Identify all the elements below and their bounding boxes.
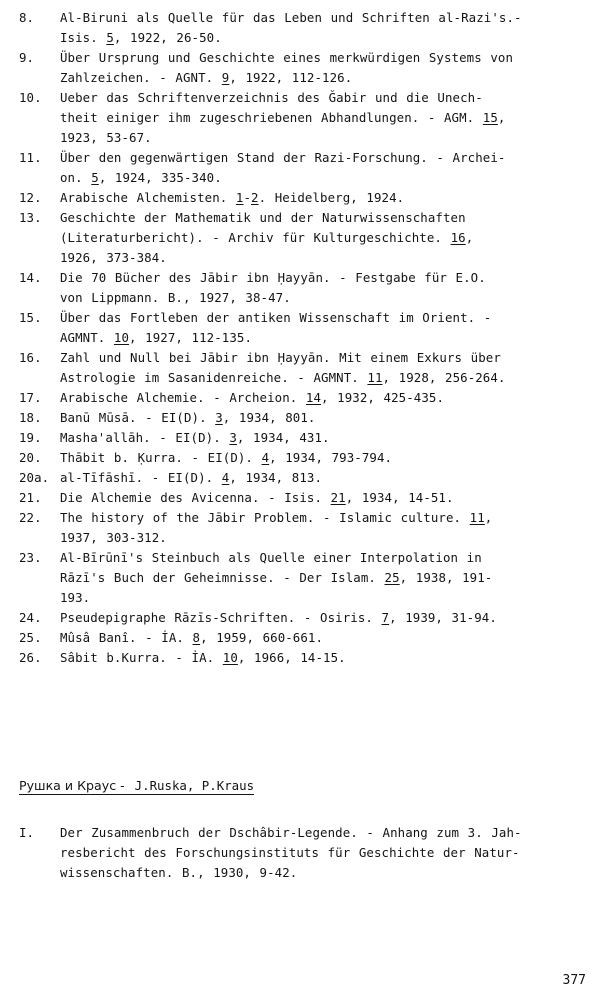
entry-text-segment: wissenschaften. B., 1930, 9-42. bbox=[60, 865, 298, 880]
entry-line bbox=[60, 88, 594, 108]
bibliography-entry bbox=[19, 488, 594, 508]
volume-number: 5 bbox=[106, 30, 114, 45]
entry-text-segment: Sâbit b.Kurra. - İA. bbox=[60, 650, 223, 665]
entry-line bbox=[60, 68, 594, 88]
entry-text bbox=[60, 348, 594, 388]
authors-heading-russian: Рушка и Краус - bbox=[19, 778, 125, 793]
volume-number: 21 bbox=[330, 490, 346, 505]
bibliography-entry bbox=[19, 628, 594, 648]
entry-line bbox=[60, 188, 594, 208]
volume-number: 1 bbox=[235, 190, 244, 205]
entry-text-segment: Die 70 Bücher des Jābir ibn Ḥayyān. - Festgabe für E.O. bbox=[60, 270, 486, 285]
entry-text bbox=[60, 48, 594, 88]
entry-text-segment: , 1922, 112-126. bbox=[229, 70, 353, 85]
entry-text-segment: Rāzī's Buch der Geheimnisse. - Der Islam. bbox=[60, 570, 385, 585]
bibliography-entry bbox=[19, 88, 594, 148]
entry-line bbox=[60, 863, 594, 883]
bibliography-entry bbox=[19, 468, 594, 488]
entry-line bbox=[60, 548, 594, 568]
bibliography-list-coauthors bbox=[19, 823, 594, 883]
volume-number: 11 bbox=[469, 510, 485, 525]
volume-number: 10 bbox=[222, 650, 238, 665]
entry-text-segment: , bbox=[484, 510, 493, 525]
entry-text bbox=[60, 628, 594, 648]
entry-text-segment: Über das Fortleben der antiken Wissenschaft im Orient. - bbox=[60, 310, 492, 325]
entry-line bbox=[60, 268, 594, 288]
entry-text-segment: . Heidelberg, 1924. bbox=[258, 190, 405, 205]
entry-number: 12. bbox=[19, 190, 42, 205]
volume-number: 7 bbox=[381, 610, 390, 625]
bibliography-list bbox=[19, 8, 594, 668]
entry-text-segment: Zahl und Null bei Jābir ibn Ḥayyān. Mit einem Exkurs über bbox=[60, 350, 501, 365]
entry-text bbox=[60, 268, 594, 308]
entry-line bbox=[60, 208, 594, 228]
bibliography-entry bbox=[19, 823, 594, 883]
entry-text bbox=[60, 148, 594, 188]
entry-text-segment: The history of the Jābir Problem. - Islamic culture. bbox=[60, 510, 470, 525]
entry-text bbox=[60, 408, 594, 428]
entry-text bbox=[60, 388, 594, 408]
entry-text bbox=[60, 648, 594, 668]
entry-number: 10. bbox=[19, 90, 42, 105]
entry-text bbox=[60, 208, 594, 268]
entry-line bbox=[60, 228, 594, 248]
entry-number: 20. bbox=[19, 450, 42, 465]
volume-number: 5 bbox=[91, 170, 99, 185]
bibliography-entry bbox=[19, 268, 594, 308]
entry-text-segment: resbericht des Forschungsinstituts für Geschichte der Natur- bbox=[60, 845, 520, 860]
entry-text-segment: , bbox=[465, 230, 474, 245]
entry-text-segment: , 1932, 425-435. bbox=[321, 390, 445, 405]
entry-text-segment: AGMNT. bbox=[60, 330, 114, 345]
bibliography-entry bbox=[19, 388, 594, 408]
entry-number: I. bbox=[19, 825, 35, 840]
volume-number: 25 bbox=[384, 570, 400, 585]
entry-text-segment: , 1934, 801. bbox=[222, 410, 316, 425]
entry-text-segment: Mûsâ Banî. - İA. bbox=[60, 630, 193, 645]
entry-line bbox=[60, 448, 594, 468]
entry-line bbox=[60, 8, 594, 28]
entry-number: 11. bbox=[19, 150, 42, 165]
entry-line bbox=[60, 843, 594, 863]
entry-text bbox=[60, 468, 594, 488]
heading-underline bbox=[19, 794, 254, 795]
volume-number: 16 bbox=[450, 230, 466, 245]
authors-heading bbox=[19, 776, 254, 796]
entry-text-segment: , 1922, 26-50. bbox=[113, 30, 222, 45]
entry-text-segment: Pseudepigraphe Rāzīs-Schriften. - Osiris. bbox=[60, 610, 382, 625]
entry-line bbox=[60, 288, 594, 308]
entry-text-segment: Die Alchemie des Avicenna. - Isis. bbox=[60, 490, 331, 505]
entry-number: 23. bbox=[19, 550, 42, 565]
entry-text-segment: Isis. bbox=[60, 30, 107, 45]
entry-text-segment: Über Ursprung und Geschichte eines merkwürdigen Systems von bbox=[60, 50, 514, 65]
volume-number: 11 bbox=[367, 370, 383, 385]
entry-text-segment: , 1939, 31-94. bbox=[389, 610, 497, 625]
entry-line bbox=[60, 588, 594, 608]
entry-line bbox=[60, 108, 594, 128]
entry-line bbox=[60, 408, 594, 428]
entry-number: 19. bbox=[19, 430, 42, 445]
bibliography-entry bbox=[19, 8, 594, 48]
entry-line bbox=[60, 608, 594, 628]
entry-number: 22. bbox=[19, 510, 42, 525]
bibliography-entry bbox=[19, 648, 594, 668]
entry-text-segment: von Lippmann. B., 1927, 38-47. bbox=[60, 290, 291, 305]
bibliography-entry bbox=[19, 48, 594, 88]
entry-text bbox=[60, 8, 594, 48]
entry-text-segment: , 1927, 112-135. bbox=[129, 330, 253, 345]
bibliography-entry bbox=[19, 608, 594, 628]
entry-text-segment: , 1924, 335-340. bbox=[98, 170, 222, 185]
entry-text-segment: Al-Bīrūnī's Steinbuch als Quelle einer Interpolation in bbox=[60, 550, 482, 565]
entry-line bbox=[60, 368, 594, 388]
bibliography-entry bbox=[19, 508, 594, 548]
entry-text bbox=[60, 308, 594, 348]
entry-text bbox=[60, 508, 594, 548]
volume-number: 4 bbox=[261, 450, 270, 465]
entry-text bbox=[60, 488, 594, 508]
volume-number: 8 bbox=[192, 630, 201, 645]
entry-number: 14. bbox=[19, 270, 42, 285]
entry-text-segment: al-Tīfāshī. - EI(D). bbox=[60, 470, 222, 485]
authors-heading-latin: J.Ruska, P.Kraus bbox=[134, 778, 255, 793]
bibliography-entry bbox=[19, 448, 594, 468]
entry-number: 9. bbox=[19, 50, 35, 65]
entry-text-segment: Al-Biruni als Quelle für das Leben und Schriften al-Razi's.- bbox=[60, 10, 522, 25]
entry-line bbox=[60, 348, 594, 368]
entry-text-segment: , 1966, 14-15. bbox=[237, 650, 346, 665]
bibliography-entry bbox=[19, 348, 594, 388]
entry-number: 20a. bbox=[19, 470, 50, 485]
entry-number: 24. bbox=[19, 610, 42, 625]
entry-text-segment: , 1934, 431. bbox=[236, 430, 330, 445]
page-number: 377 bbox=[562, 973, 586, 988]
entry-line bbox=[60, 488, 594, 508]
entry-text-segment: 1937, 303-312. bbox=[60, 530, 167, 545]
entry-text bbox=[60, 188, 594, 208]
entry-line bbox=[60, 328, 594, 348]
entry-text-segment: 1923, 53-67. bbox=[60, 130, 152, 145]
bibliography-entry bbox=[19, 188, 594, 208]
entry-number: 26. bbox=[19, 650, 42, 665]
entry-number: 13. bbox=[19, 210, 42, 225]
entry-text-segment: Arabische Alchemie. - Archeion. bbox=[60, 390, 306, 405]
entry-line bbox=[60, 128, 594, 148]
entry-text-segment: Masha'allāh. - EI(D). bbox=[60, 430, 230, 445]
entry-line bbox=[60, 568, 594, 588]
entry-text-segment: Zahlzeichen. - AGNT. bbox=[60, 70, 222, 85]
bibliography-entry bbox=[19, 308, 594, 348]
entry-line bbox=[60, 148, 594, 168]
entry-line bbox=[60, 628, 594, 648]
entry-text-segment: Banū Mūsā. - EI(D). bbox=[60, 410, 216, 425]
entry-text-segment: Ueber das Schriftenverzeichnis des Ǧabir und die Unech- bbox=[60, 90, 483, 105]
entry-number: 25. bbox=[19, 630, 42, 645]
entry-text bbox=[60, 88, 594, 148]
bibliography-entry bbox=[19, 208, 594, 268]
entry-line bbox=[60, 388, 594, 408]
volume-number: 14 bbox=[305, 390, 322, 405]
entry-text bbox=[60, 548, 594, 608]
entry-line bbox=[60, 168, 594, 188]
entry-text-segment: , 1934, 793-794. bbox=[269, 450, 393, 465]
entry-text-segment: on. bbox=[60, 170, 92, 185]
entry-text-segment: 193. bbox=[60, 590, 91, 605]
entry-text bbox=[60, 823, 594, 883]
entry-line bbox=[60, 528, 594, 548]
entry-line bbox=[60, 28, 594, 48]
entry-number: 21. bbox=[19, 490, 42, 505]
entry-text-segment: , 1934, 813. bbox=[229, 470, 323, 485]
entry-line bbox=[60, 248, 594, 268]
entry-number: 8. bbox=[19, 10, 35, 25]
entry-text bbox=[60, 448, 594, 468]
entry-text-segment: (Literaturbericht). - Archiv für Kulturgeschichte. bbox=[60, 230, 451, 245]
entry-line bbox=[60, 648, 594, 668]
volume-number: 3 bbox=[229, 430, 237, 445]
entry-text-segment: Astrologie im Sasanidenreiche. - AGMNT. bbox=[60, 370, 368, 385]
entry-text bbox=[60, 428, 594, 448]
entry-number: 16. bbox=[19, 350, 42, 365]
entry-text-segment: Arabische Alchemisten. bbox=[60, 190, 236, 205]
entry-text-segment: , 1928, 256-264. bbox=[382, 370, 506, 385]
entry-line bbox=[60, 48, 594, 68]
volume-number: 2 bbox=[251, 190, 259, 205]
entry-text-segment: Der Zusammenbruch der Dschâbir-Legende. - Anhang zum 3. Jah- bbox=[60, 825, 522, 840]
volume-number: 9 bbox=[221, 70, 230, 85]
entry-line bbox=[60, 308, 594, 328]
volume-number: 10 bbox=[113, 330, 130, 345]
entry-number: 17. bbox=[19, 390, 42, 405]
entry-text-segment: , bbox=[497, 110, 506, 125]
entry-text-segment: Thābit b. Ḳurra. - EI(D). bbox=[60, 450, 262, 465]
bibliography-entry bbox=[19, 428, 594, 448]
bibliography-entry bbox=[19, 408, 594, 428]
entry-line bbox=[60, 823, 594, 843]
volume-number: 3 bbox=[215, 410, 223, 425]
entry-text-segment: 1926, 373-384. bbox=[60, 250, 167, 265]
entry-text-segment: , 1934, 14-51. bbox=[345, 490, 454, 505]
bibliography-entry bbox=[19, 148, 594, 188]
entry-number: 18. bbox=[19, 410, 42, 425]
entry-line bbox=[60, 428, 594, 448]
entry-text-segment: , 1938, 191- bbox=[399, 570, 493, 585]
volume-number: 4 bbox=[221, 470, 230, 485]
entry-text-segment: , 1959, 660-661. bbox=[200, 630, 324, 645]
entry-text bbox=[60, 608, 594, 628]
entry-text-segment: - bbox=[243, 190, 252, 205]
entry-number: 15. bbox=[19, 310, 42, 325]
entry-text-segment: Geschichte der Mathematik und der Naturwissenschaften bbox=[60, 210, 466, 225]
entry-line bbox=[60, 508, 594, 528]
bibliography-entry bbox=[19, 548, 594, 608]
entry-line bbox=[60, 468, 594, 488]
volume-number: 15 bbox=[482, 110, 498, 125]
entry-text-segment: theit einiger ihm zugeschriebenen Abhandlungen. - AGM. bbox=[60, 110, 483, 125]
entry-text-segment: Über den gegenwärtigen Stand der Razi-Forschung. - Archei- bbox=[60, 150, 506, 165]
